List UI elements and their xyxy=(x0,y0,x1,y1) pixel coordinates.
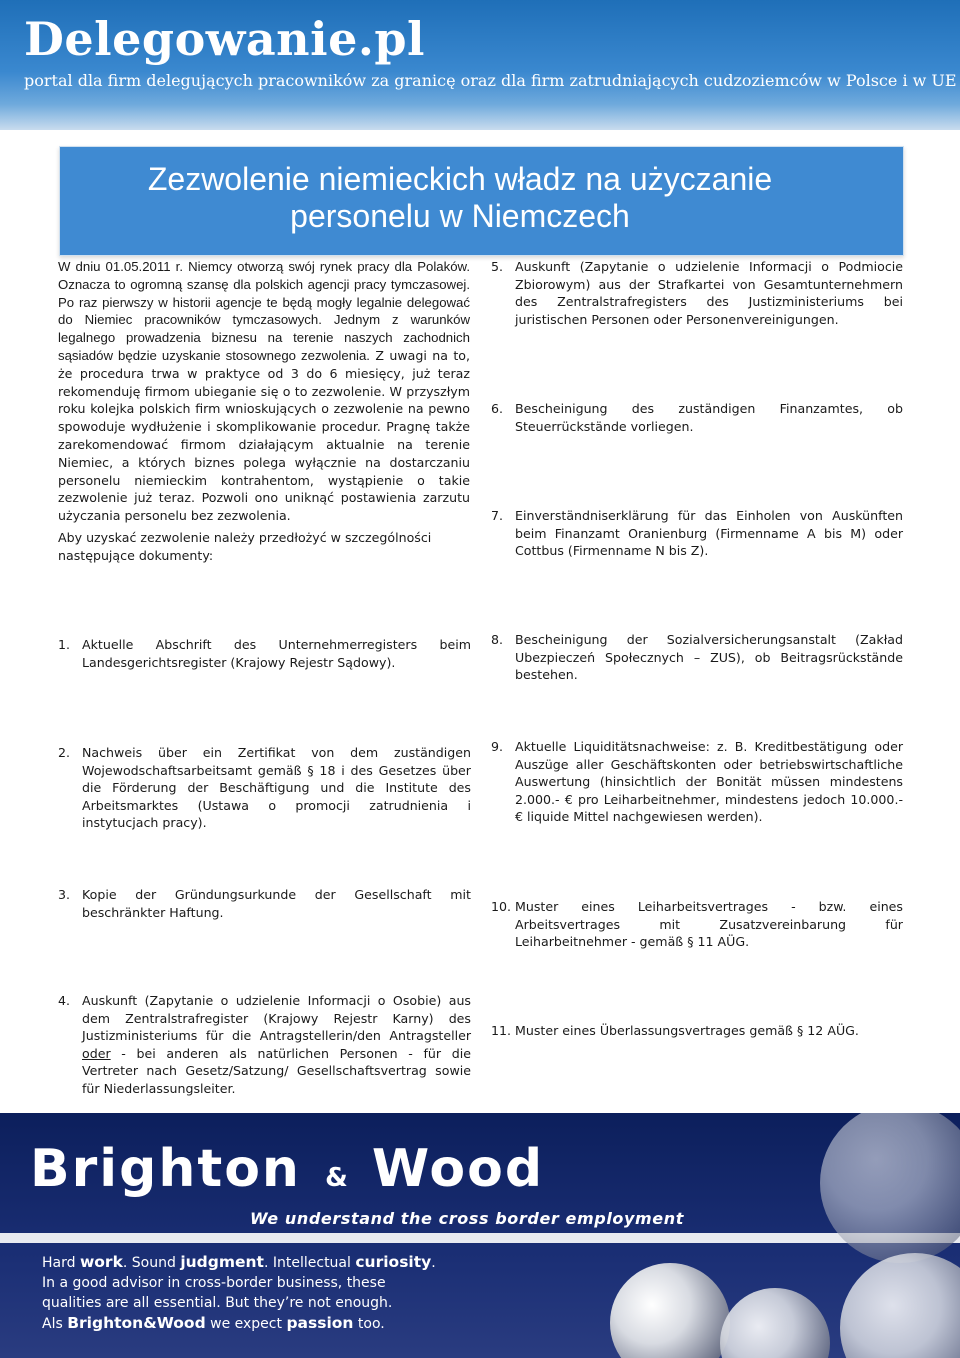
list-item-number: 10. xyxy=(491,899,512,914)
list-item-underlined-word: oder xyxy=(82,1045,111,1061)
copy-text: Als xyxy=(42,1316,68,1332)
site-header xyxy=(0,0,960,130)
list-item xyxy=(58,744,471,832)
copy-text: qualities are all essential. But they’re not enough. xyxy=(42,1295,393,1311)
list-item xyxy=(491,258,903,328)
copy-emphasis: judgment xyxy=(180,1253,264,1271)
list-item-number: 4. xyxy=(58,993,71,1008)
site-tagline: portal dla firm delegujących pracowników za granicę oraz dla firm zatrudniających cudzoziemców w Polsce i w UE xyxy=(24,71,957,90)
copy-text: we expect xyxy=(205,1316,287,1332)
list-item xyxy=(491,1022,903,1040)
advert-banner[interactable] xyxy=(0,1113,960,1358)
list-item-number: 7. xyxy=(491,508,504,523)
site-brand[interactable]: Delegowanie.pl xyxy=(24,12,425,66)
list-item-text: Auskunft (Zapytanie o udzielenie Informacji o Podmiocie Zbiorowym) aus der Strafkartei von Gesamtunternehmern des Zentralstrafregisters des Justizministeriums bei juristischen Personen oder Personenvereinigungen. xyxy=(515,259,903,327)
brighton-wood-logo[interactable] xyxy=(30,1139,544,1199)
list-item-number: 2. xyxy=(58,745,71,760)
list-item-text: Einverständniserklärung für das Einholen von Auskünften beim Finanzamt Oranienburg (Firmenname A bis M) oder Cottbus (Firmenname N bis Z). xyxy=(515,508,903,559)
copy-emphasis: passion xyxy=(286,1314,354,1332)
intro-lead: W dniu 01.05.2011 r. Niemcy otworzą swój rynek pracy dla Polaków. Oznacza to ogromną szansę dla polskich agencji pracy tymczasowej. Po raz pierwszy w historii agencje te będą mogły legalnie delegować do Niemiec pracowników tymczasowych. Jednym z warunków legalnego prowadzenia biznesu na terenie naszych zachodnich sąsiadów będzie uzyskanie stosownego zezwolenia. xyxy=(58,259,470,363)
intro-body: Z uwagi na to, że procedura trwa w praktyce od 3 do 6 miesięcy, już teraz rekomenduję firmom ubieganie się o to zezwolenie. W przyszłym roku kolejka polskich firm wnioskujących o zezwolenie na pewno spowoduje wydłużenie i skomplikowanie procedur. Pragnę także zarekomendować firmom działającym aktualnie na terenie Niemiec, a których biznes polega wyłącznie na dostarczaniu personelu niemieckim kontrahentom, wystąpienie o takie zezwolenie już teraz. Pozwoli ono uniknąć postawienia zarzutu użyczania personelu bez zezwolenia. xyxy=(58,347,470,524)
list-item-text: Bescheinigung der Sozialversicherungsanstalt (Zakład Ubezpieczeń Społecznych – ZUS), ob Beitragsrückstände bestehen. xyxy=(515,632,903,683)
list-item-text: Aktuelle Liquiditätsnachweise: z. B. Kreditbestätigung oder Auszüge aller Geschäftskonten oder betriebswirtschaftliche Auswertung (hinsichtlich der Bonität müssen mindestens 2.000.- € pro Leiharbeitnehmer, mindestens jedoch 10.000.- € liquide Mittel nachgewiesen werden). xyxy=(515,739,903,825)
list-item-text-part: Auskunft (Zapytanie o udzielenie Informacji o Osobie) aus dem Zentralstrafregister (Krajowy Rejestr Karny) des Justizministeriums für die Antragstellerin/den Antragsteller xyxy=(82,993,471,1044)
list-item-number: 8. xyxy=(491,632,504,647)
list-item-text: Muster eines Überlassungsvertrages gemäß § 12 AÜG. xyxy=(515,1023,859,1038)
list-item-text: Aktuelle Abschrift des Unternehmerregisters beim Landesgerichtsregister (Krajowy Rejestr Sądowy). xyxy=(82,637,471,670)
list-item-text: Nachweis über ein Zertifikat von dem zuständigen Wojewodschaftsarbeitsamt gemäß § 18 i des Gesetzes über die Förderung der Beschäftigung und die Institute des Arbeitsmarktes (Ustawa o promocji zatrudnienia i instytucjach pracy). xyxy=(82,745,471,831)
list-item xyxy=(491,400,903,435)
list-item xyxy=(58,636,471,671)
list-item-text xyxy=(82,992,471,1098)
list-item xyxy=(58,886,471,921)
list-item-text: Kopie der Gründungsurkunde der Gesellschaft mit beschränkter Haftung. xyxy=(82,887,471,920)
copy-text: Hard xyxy=(42,1255,80,1271)
list-item-number: 9. xyxy=(491,739,504,754)
copy-text: . Intellectual xyxy=(263,1255,356,1271)
advert-copy xyxy=(42,1252,602,1334)
advert-tagline: We understand the cross border employment xyxy=(250,1209,684,1228)
logo-word: Brighton xyxy=(30,1139,301,1199)
logo-word: Wood xyxy=(371,1139,545,1199)
list-item-number: 11. xyxy=(491,1023,512,1038)
list-item-number: 3. xyxy=(58,887,71,902)
copy-emphasis: Brighton&Wood xyxy=(67,1314,206,1332)
list-item-number: 1. xyxy=(58,637,71,652)
list-item-text: Bescheinigung des zuständigen Finanzamtes, ob Steuerrückstände vorliegen. xyxy=(515,401,903,434)
copy-emphasis: curiosity xyxy=(355,1253,432,1271)
logo-ampersand: & xyxy=(325,1163,348,1193)
decorative-ball-image xyxy=(840,1253,960,1358)
list-item xyxy=(491,898,903,951)
list-item xyxy=(491,738,903,826)
title-banner xyxy=(59,146,904,256)
decorative-ball-image xyxy=(720,1288,830,1358)
copy-emphasis: work xyxy=(79,1253,123,1271)
list-item xyxy=(491,507,903,560)
list-item-number: 5. xyxy=(491,259,504,274)
banner-divider xyxy=(0,1233,960,1243)
list-item-text-part: - bei anderen als natürlichen Personen - für die Vertreter nach Gesetz/Satzung/ Gesellschaftsvertrag sowie für Niederlassungsleiter. xyxy=(82,1045,471,1096)
copy-text: . Sound xyxy=(122,1255,181,1271)
copy-text: too. xyxy=(353,1316,385,1332)
list-item xyxy=(491,631,903,684)
request-paragraph: Aby uzyskać zezwolenie należy przedłożyć w szczególności następujące dokumenty: xyxy=(58,530,432,563)
intro-paragraph xyxy=(58,258,470,525)
decorative-ball-image xyxy=(610,1263,730,1358)
list-item-text: Muster eines Leiharbeitsvertrages - bzw. eines Arbeitsvertrages mit Zusatzvereinbarung für Leiharbeitnehmer - gemäß § 11 AÜG. xyxy=(515,899,903,950)
list-item-number: 6. xyxy=(491,401,504,416)
copy-text: In a good advisor in cross-border business, these xyxy=(42,1275,386,1291)
page-title: Zezwolenie niemieckich władz na użyczanie personelu w Niemczech xyxy=(147,161,773,234)
list-item xyxy=(58,992,471,1098)
copy-text: . xyxy=(431,1255,436,1271)
